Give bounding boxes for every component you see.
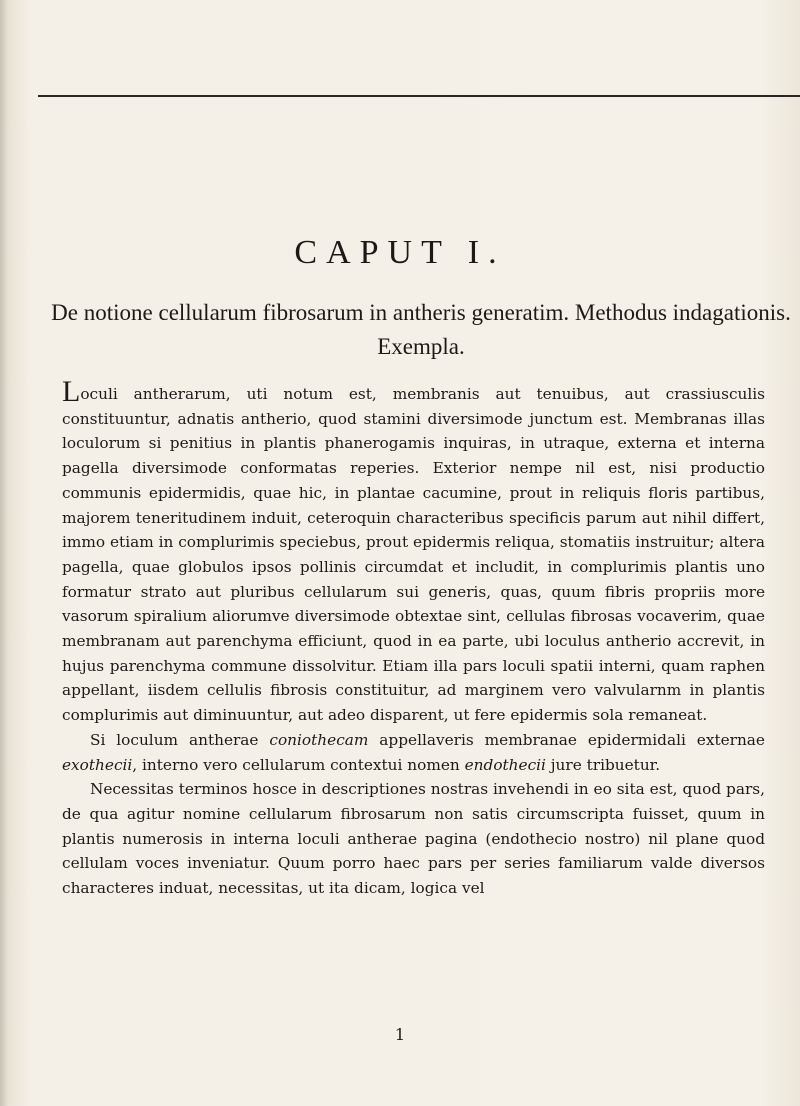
- top-rule: [38, 95, 800, 97]
- paragraph-2-text-b: appellaveris membranae epidermidali externae: [368, 730, 765, 749]
- term-exothecium: exothecii: [62, 755, 133, 774]
- paragraph-2-text-a: Si loculum antherae: [90, 730, 270, 749]
- paragraph-2: [62, 728, 765, 777]
- page-edge-shadow: [0, 0, 8, 1106]
- term-coniotheca: coniothecam: [269, 730, 369, 749]
- chapter-title: CAPUT I.: [294, 234, 506, 271]
- paragraph-1-text: oculi antherarum, uti notum est, membranis aut tenuibus, aut crassiusculis constituuntur, adnatis antherio, quod stamini diversimode junctum est. Membranas illas loculorum si penitius in plantis phanerogamis inquiras, in utraque, externa et interna pagella diversimode conformatas reperies. Exterior nempe nil est, nisi productio communis epidermidis, quae hic, in plantae cacumine, prout in reliquis floris partibus, majorem teneritudinem induit, ceteroquin characteribus specificis parum aut nihil differt, immo etiam in complurimis speciebus, prout epidermis reliqua, stomatiis instruitur; altera pagella, quae globulos ipsos pollinis circumdat et includit, in complurimis plantis uno formatur strato aut pluribus cellularum sui generis, quas, quum fibris propriis more vasorum spiralium aliorumve diversimode obtextae sint, cellulas fibrosas vocaverim, quae membranam aut parenchyma efficiunt, quod in ea parte, ubi loculus antherio accrevit, in hujus parenchyma commune dissolvitur. Etiam illa pars loculi spatii interni, quam raphen appellant, iisdem cellulis fibrosis constituitur, ad marginem vero valvularnm in plantis complurimis aut diminuuntur, aut adeo disparent, ut fere epidermis sola remaneat.: [62, 385, 765, 725]
- paragraph-2-text-c: , interno vero cellularum contextui nomen: [132, 755, 465, 774]
- paragraph-3: Necessitas terminos hosce in descriptiones nostras invehendi in eo sita est, quod pars, de qua agitur nomine cellularum fibrosarum non satis circumscripta fuisset, quum in plantis numerosis in interna loculi antherae pagina (endothecio nostro) nil plane quod cellulam voces inveniatur. Quum porro haec pars per series familiarum valde diversos characteres induat, necessitas, ut ita dicam, logica vel: [62, 780, 765, 898]
- paragraph-2-text-d: jure tribuetur.: [545, 755, 661, 774]
- paragraph-1: [62, 375, 765, 728]
- term-endothecium: endothecii: [464, 755, 546, 774]
- page-number: 1: [394, 1025, 406, 1044]
- body-text: [62, 375, 765, 901]
- chapter-subtitle: De notione cellularum fibrosarum in antheris generatim. Methodus indagationis. Exempla.: [51, 300, 791, 359]
- drop-cap: L: [62, 375, 81, 408]
